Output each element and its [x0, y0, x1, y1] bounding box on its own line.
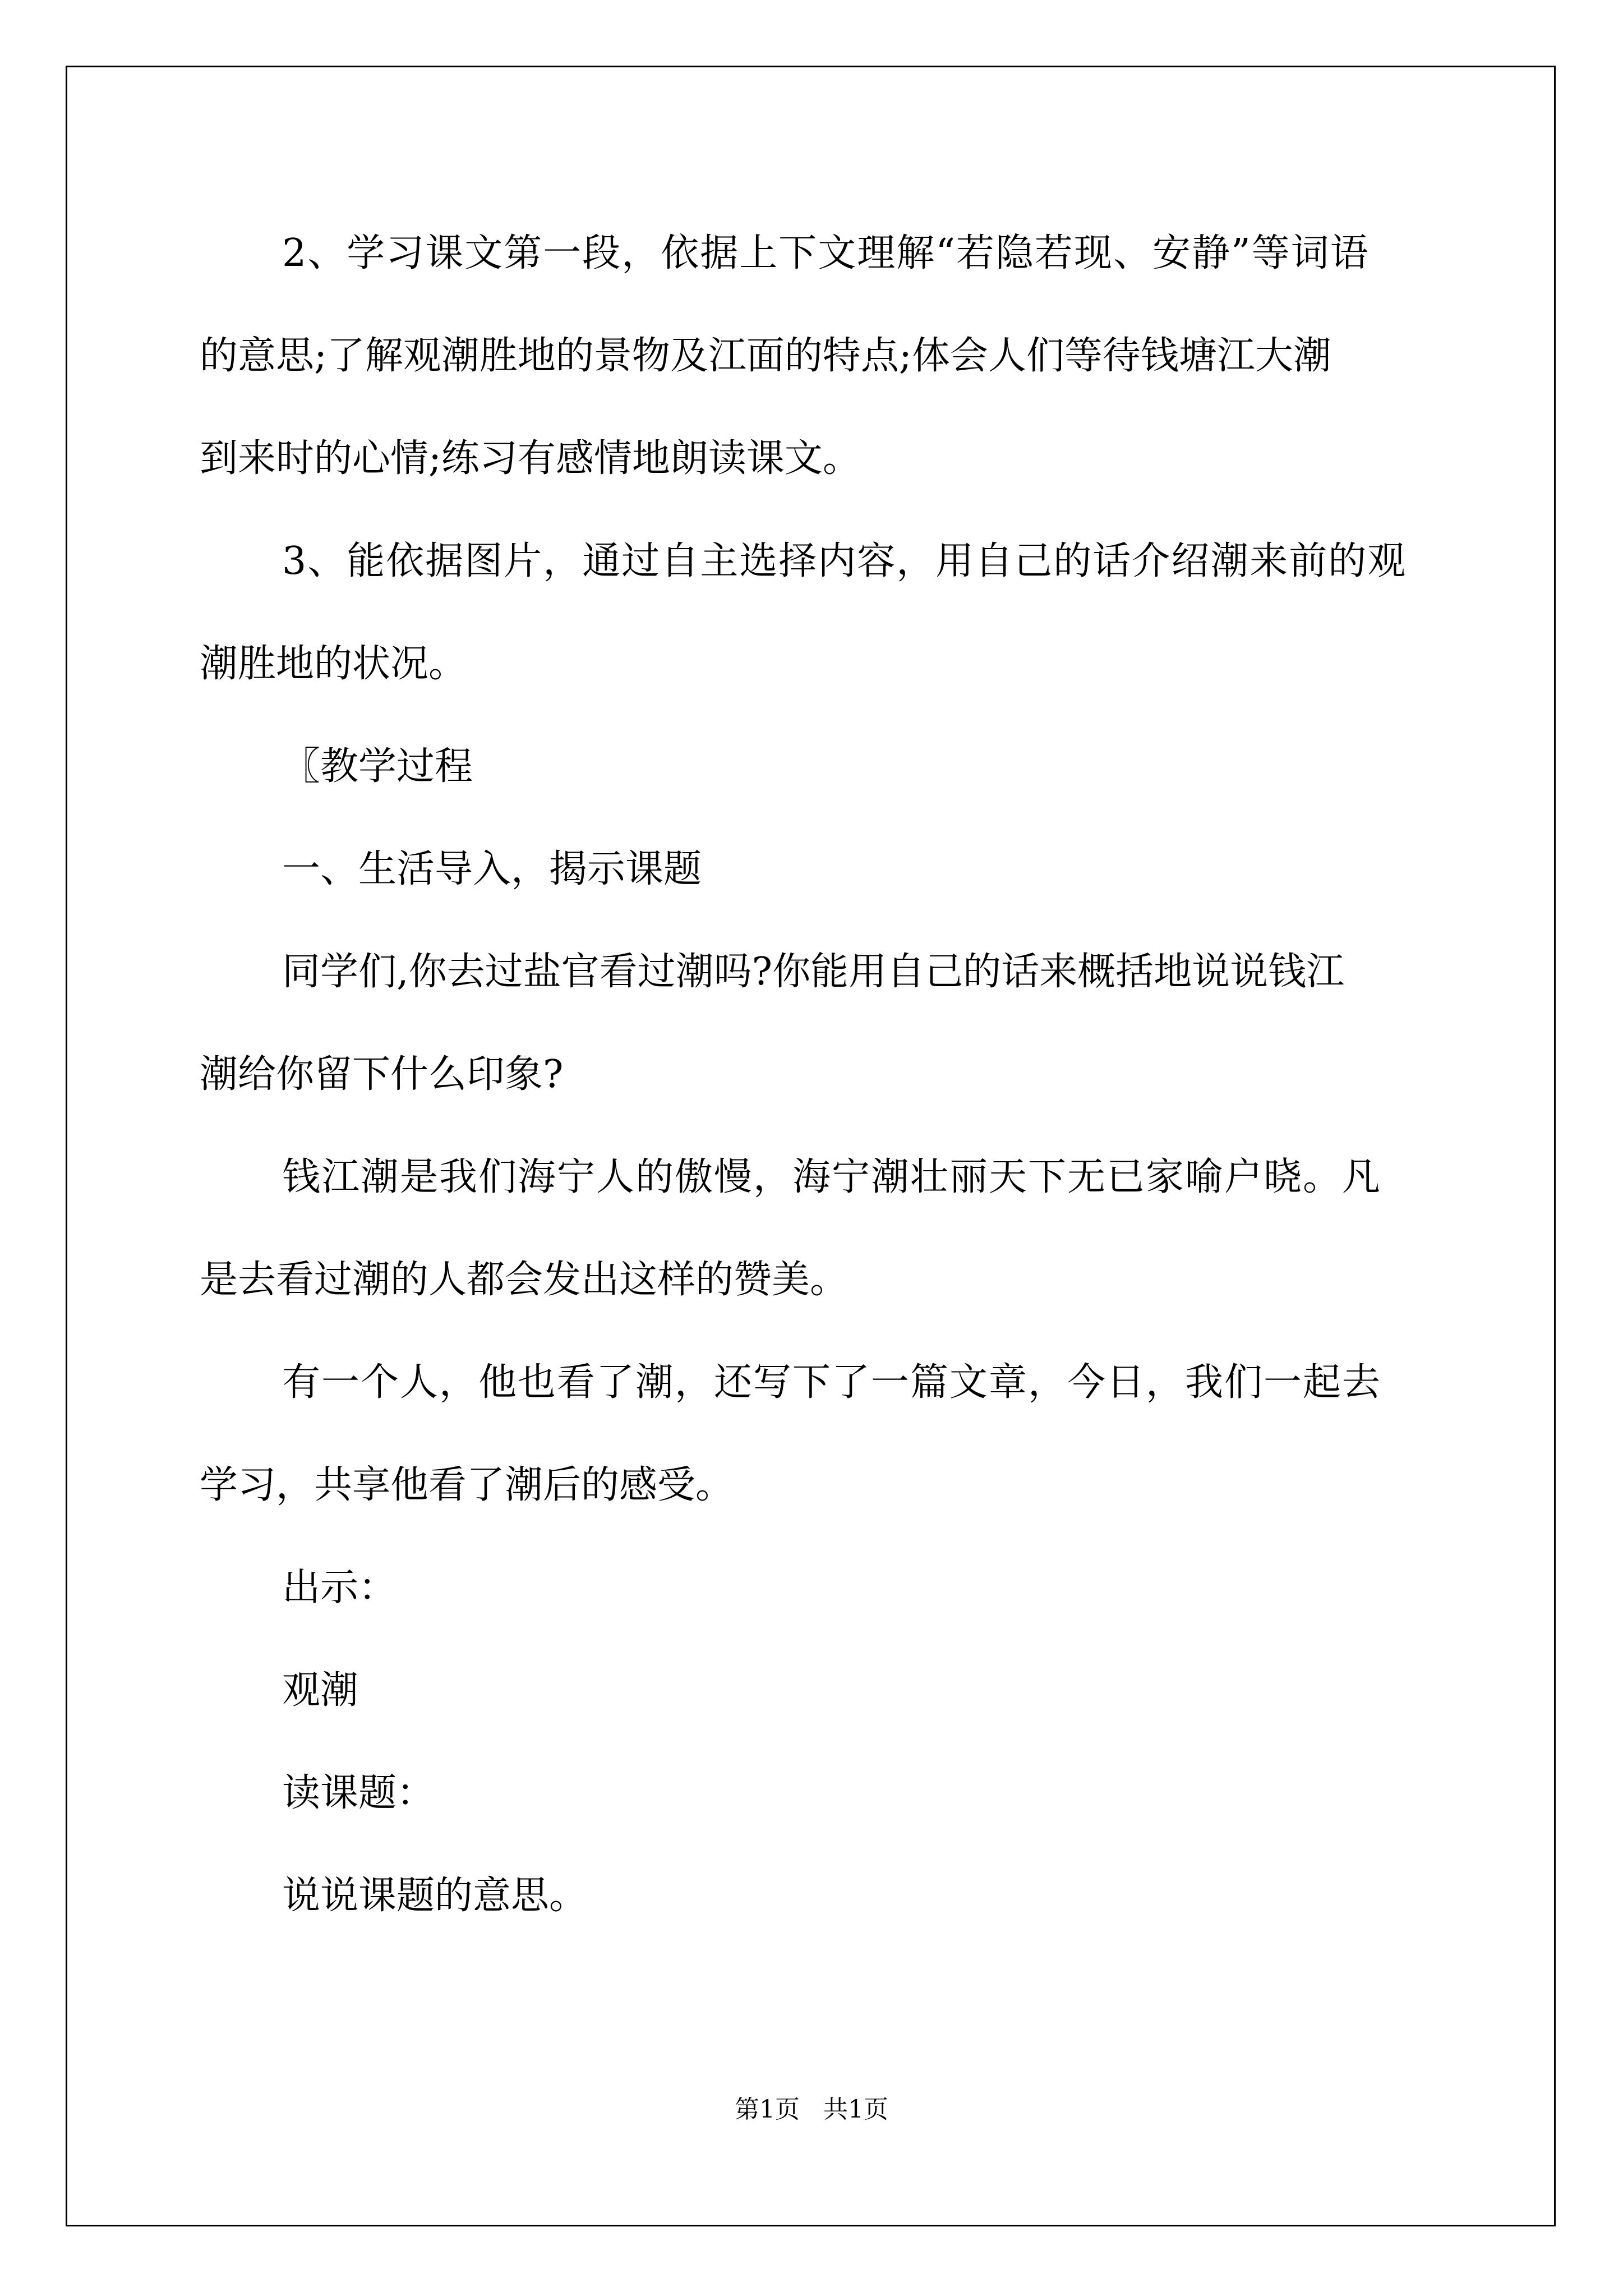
text-line: 读课题： [282, 1771, 435, 1815]
section-heading: 〖教学过程 [282, 744, 473, 789]
section-heading: 一、生活导入，揭示课题 [282, 847, 702, 891]
text-line: 2、学习课文第一段，依据上下文理解“若隐若现、安静”等词语 [282, 231, 1370, 275]
text-line: 潮给你留下什么印象? [200, 1052, 564, 1097]
text-line: 有一个人，他也看了潮，还写下了一篇文章，今日，我们一起去 [282, 1360, 1382, 1405]
text-line: 同学们,你去过盐官看过潮吗?你能用自己的话来概括地说说钱江 [282, 950, 1345, 994]
text-line: 观潮 [282, 1668, 359, 1713]
text-line: 到来时的心情;练习有感情地朗读课文。 [200, 436, 861, 481]
text-line: 潮胜地的状况。 [200, 642, 467, 686]
text-line: 钱江潮是我们海宁人的傲慢，海宁潮壮丽天下无已家喻户晓。凡 [282, 1155, 1382, 1199]
text-line: 是去看过潮的人都会发出这样的赞美。 [200, 1258, 849, 1302]
text-line: 的意思;了解观潮胜地的景物及江面的特点;体会人们等待钱塘江大潮 [200, 334, 1331, 378]
text-line: 学习，共享他看了潮后的感受。 [200, 1463, 734, 1507]
page-number: 第1页 共1页 [735, 2095, 888, 2124]
text-line: 出示： [282, 1566, 397, 1610]
text-line: 说说课题的意思。 [282, 1874, 588, 1918]
text-line: 3、能依据图片，通过自主选择内容，用自己的话介绍潮来前的观 [282, 539, 1407, 583]
